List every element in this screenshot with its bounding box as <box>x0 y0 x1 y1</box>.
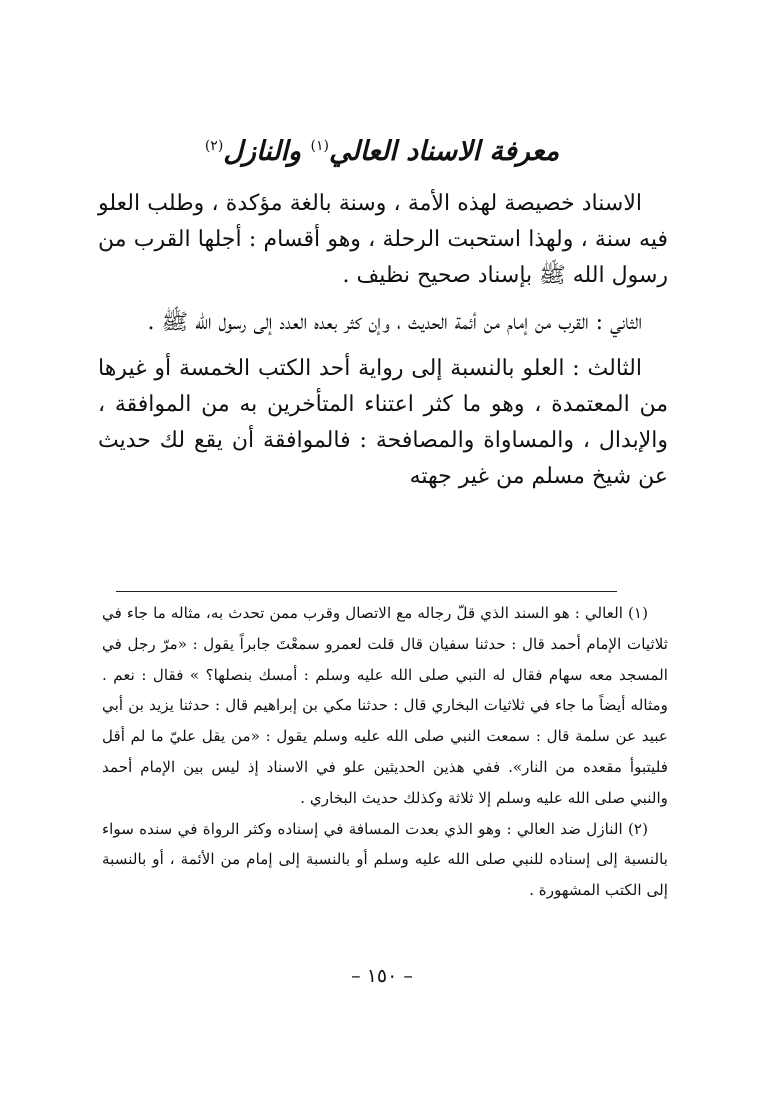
section-heading <box>110 126 654 172</box>
footnote-1: (١) العالي : هو السند الذي قلّ رجاله مع الاتصال وقرب ممن تحدث به، مثاله ما جاء في ثلاثيات الإمام أحمد قال : حدثنا سفيان قال قلت لعمرو سمعْتَ جابراً يقول : «مرّ رجل في المسجد معه سهام فقال له النبي صلى الله عليه وسلم : أمسك بنصلها؟ » فقال : نعم . ومثاله أيضاً ما جاء في ثلاثيات البخاري قال : حدثنا مكي بن إبراهيم قال : حدثنا يزيد بن أبي عبيد عن سلمة قال : سمعت النبي صلى الله عليه وسلم يقول : «من يقل عليّ ما لم أقل فليتبوأ مقعده من النار». ففي هذين الحديثين علو في الاسناد إذ ليس بين الإمام أحمد والنبي صلى الله عليه وسلم إلا ثلاثة وكذلك حديث البخاري . <box>102 604 668 807</box>
body-paragraph-1: الاسناد خصيصة لهذه الأمة ، وسنة بالغة مؤكدة ، وطلب العلو فيه سنة ، ولهذا استحبت الرحلة ، وهو أقسام : أجلها القرب من رسول الله ﷺ بإسناد صحيح نظيف . <box>98 191 668 289</box>
footnote-marker-2: (٢) <box>204 138 224 154</box>
heading-title-part1: معرفة الاسناد العالي <box>328 136 560 167</box>
body-paragraph-2: الثاني : القرب من إمام من أئمة الحديث ، وإن كثر بعده العدد إلى رسول الله ﷺ . <box>147 309 642 335</box>
footnote-marker-1: (١) <box>310 138 329 154</box>
footnotes <box>102 598 668 906</box>
heading-title-part2: والنازل <box>223 136 302 167</box>
page-number: – ١٥٠ – <box>351 965 413 987</box>
footnote-2: (٢) النازل ضد العالي : وهو الذي بعدت المسافة في إسناده وكثر الرواة في سنده سواء بالنسبة إلى إسناده للنبي صلى الله عليه وسلم أو بالنسبة إلى إمام من الأئمة ، أو بالنسبة إلى الكتب المشهورة . <box>102 819 668 900</box>
footnote-separator <box>116 591 617 592</box>
body-paragraph-3: الثالث : العلو بالنسبة إلى رواية أحد الكتب الخمسة أو غيرها من المعتمدة ، وهو ما كثر اعتناء المتأخرين به من الموافقة ، والإبدال ، والمساواة والمصافحة : فالموافقة أن يقع لك حديث عن شيخ مسلم من غير جهته <box>98 355 668 490</box>
main-text <box>98 186 668 506</box>
